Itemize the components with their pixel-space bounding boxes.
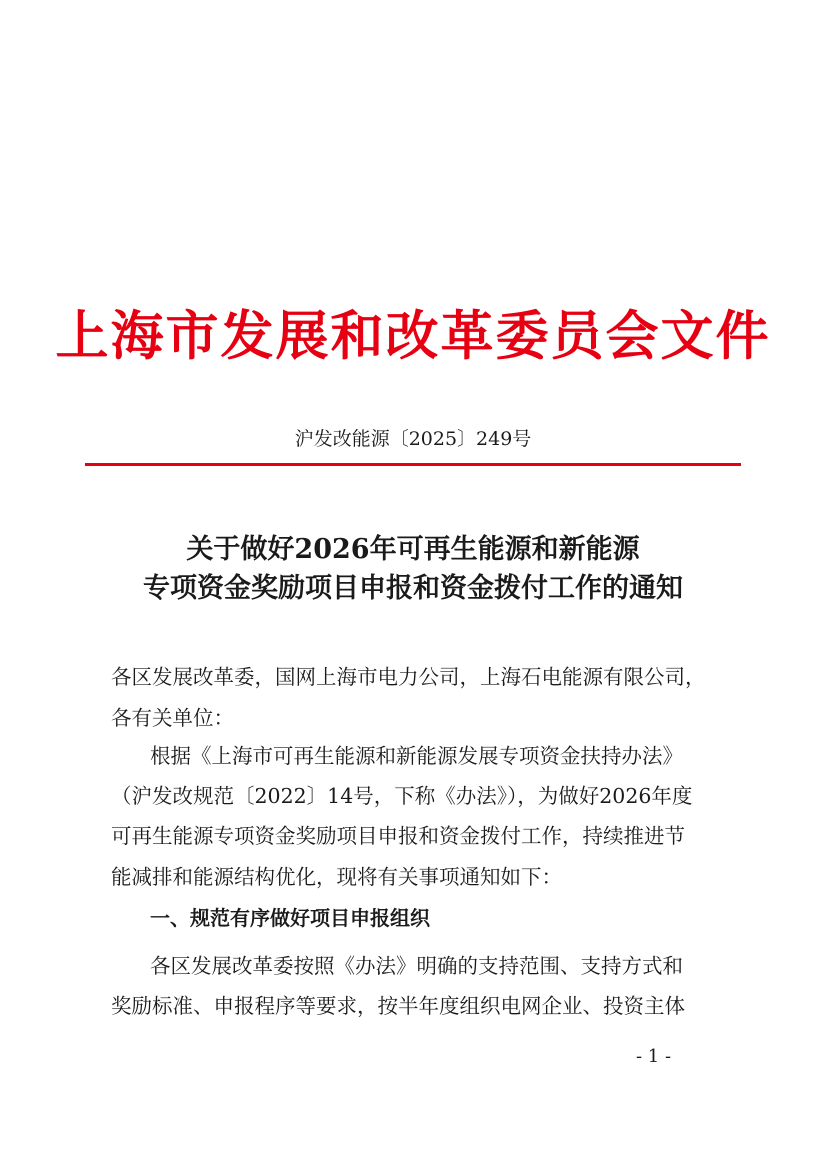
document-title-line-1: 关于做好2026年可再生能源和新能源 <box>186 534 640 565</box>
addressee-line-1: 各区发展改革委，国网上海市电力公司，上海石电能源有限公司， <box>111 665 706 689</box>
intro-paragraph-line-1: 根据《上海市可再生能源和新能源发展专项资金扶持办法》 <box>150 744 683 768</box>
document-number: 沪发改能源〔2025〕249号 <box>294 428 532 450</box>
document-title-line-2: 专项资金奖励项目申报和资金拨付工作的通知 <box>143 573 683 604</box>
section-1-paragraph-line-1: 各区发展改革委按照《办法》明确的支持范围、支持方式和 <box>150 954 683 978</box>
addressee-line-2: 各有关单位： <box>111 706 234 730</box>
intro-paragraph-line-3: 可再生能源专项资金奖励项目申报和资金拨付工作，持续推进节 <box>111 824 685 848</box>
section-1-paragraph-line-2: 奖励标准、申报程序等要求，按半年度组织电网企业、投资主体 <box>111 994 685 1018</box>
intro-paragraph-line-2: （沪发改规范〔2022〕14号，下称《办法》），为做好2026年度 <box>111 784 693 808</box>
intro-paragraph-line-4: 能减排和能源结构优化，现将有关事项通知如下： <box>111 865 562 889</box>
page-number: - 1 - <box>636 1046 672 1067</box>
red-separator-line <box>85 463 741 466</box>
section-1-heading: 一、规范有序做好项目申报组织 <box>150 906 430 930</box>
issuer-header: 上海市发展和改革委员会文件 <box>55 305 771 367</box>
